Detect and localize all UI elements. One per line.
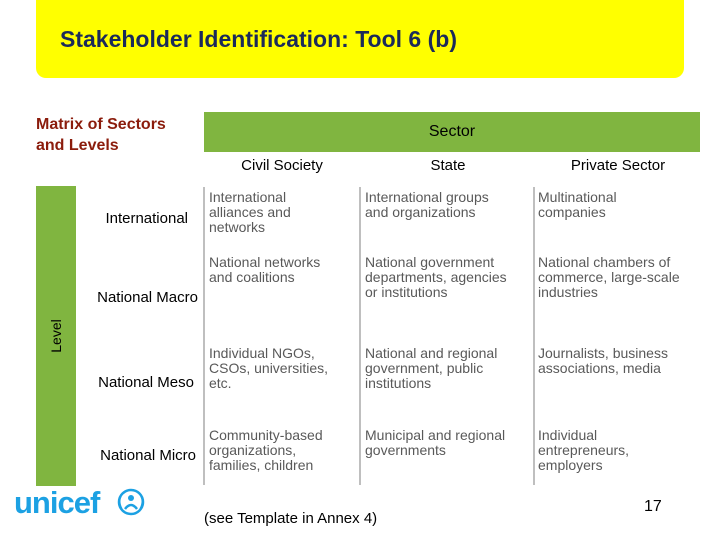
column-divider <box>203 187 205 485</box>
matrix-cell: Individual NGOs, CSOs, universities, etc. <box>209 345 329 391</box>
matrix-label-line1: Matrix of Sectors <box>36 116 166 133</box>
column-header-state: State <box>430 157 466 174</box>
level-header-bar <box>36 186 76 486</box>
level-header-label: Level <box>48 319 64 353</box>
title-banner <box>36 0 684 78</box>
row-label-national-micro: National Micro <box>100 447 196 464</box>
row-label-national-meso: National Meso <box>98 374 194 391</box>
matrix-cell: National chambers of commerce, large-scale industries <box>538 254 680 300</box>
logo-wordmark: unicef <box>14 485 100 520</box>
matrix-cell: National networks and coalitions <box>209 254 321 285</box>
column-header-private-sector: Private Sector <box>570 157 666 174</box>
matrix-cell: Municipal and regional governments <box>365 427 506 458</box>
matrix-label-line2: and Levels <box>36 137 119 154</box>
sector-header-label: Sector <box>428 123 476 140</box>
column-header-civil-society: Civil Society <box>241 157 323 174</box>
matrix-cell: National and regional government, public institutions <box>365 345 498 391</box>
matrix-label <box>36 114 166 156</box>
page-title: Stakeholder Identification: Tool 6 (b) <box>60 26 457 52</box>
page-number: 17 <box>644 498 662 515</box>
row-label-international: International <box>105 210 188 227</box>
column-divider <box>359 187 361 485</box>
matrix-cell: Community-based organizations, families, children <box>209 427 323 473</box>
matrix-cell: International groups and organizations <box>365 189 489 220</box>
matrix-cell: International alliances and networks <box>209 189 291 235</box>
matrix-cell: Multinational companies <box>538 189 617 220</box>
matrix-cell: Individual entrepreneurs, employers <box>538 427 630 473</box>
column-divider <box>533 187 535 485</box>
footer-note: (see Template in Annex 4) <box>204 510 378 527</box>
row-label-national-macro: National Macro <box>97 289 198 306</box>
matrix-cell: National government departments, agencies or institutions <box>365 254 507 300</box>
sector-header-bar <box>204 112 700 152</box>
unicef-emblem-icon <box>116 487 146 517</box>
matrix-cell: Journalists, business associations, media <box>538 345 668 376</box>
